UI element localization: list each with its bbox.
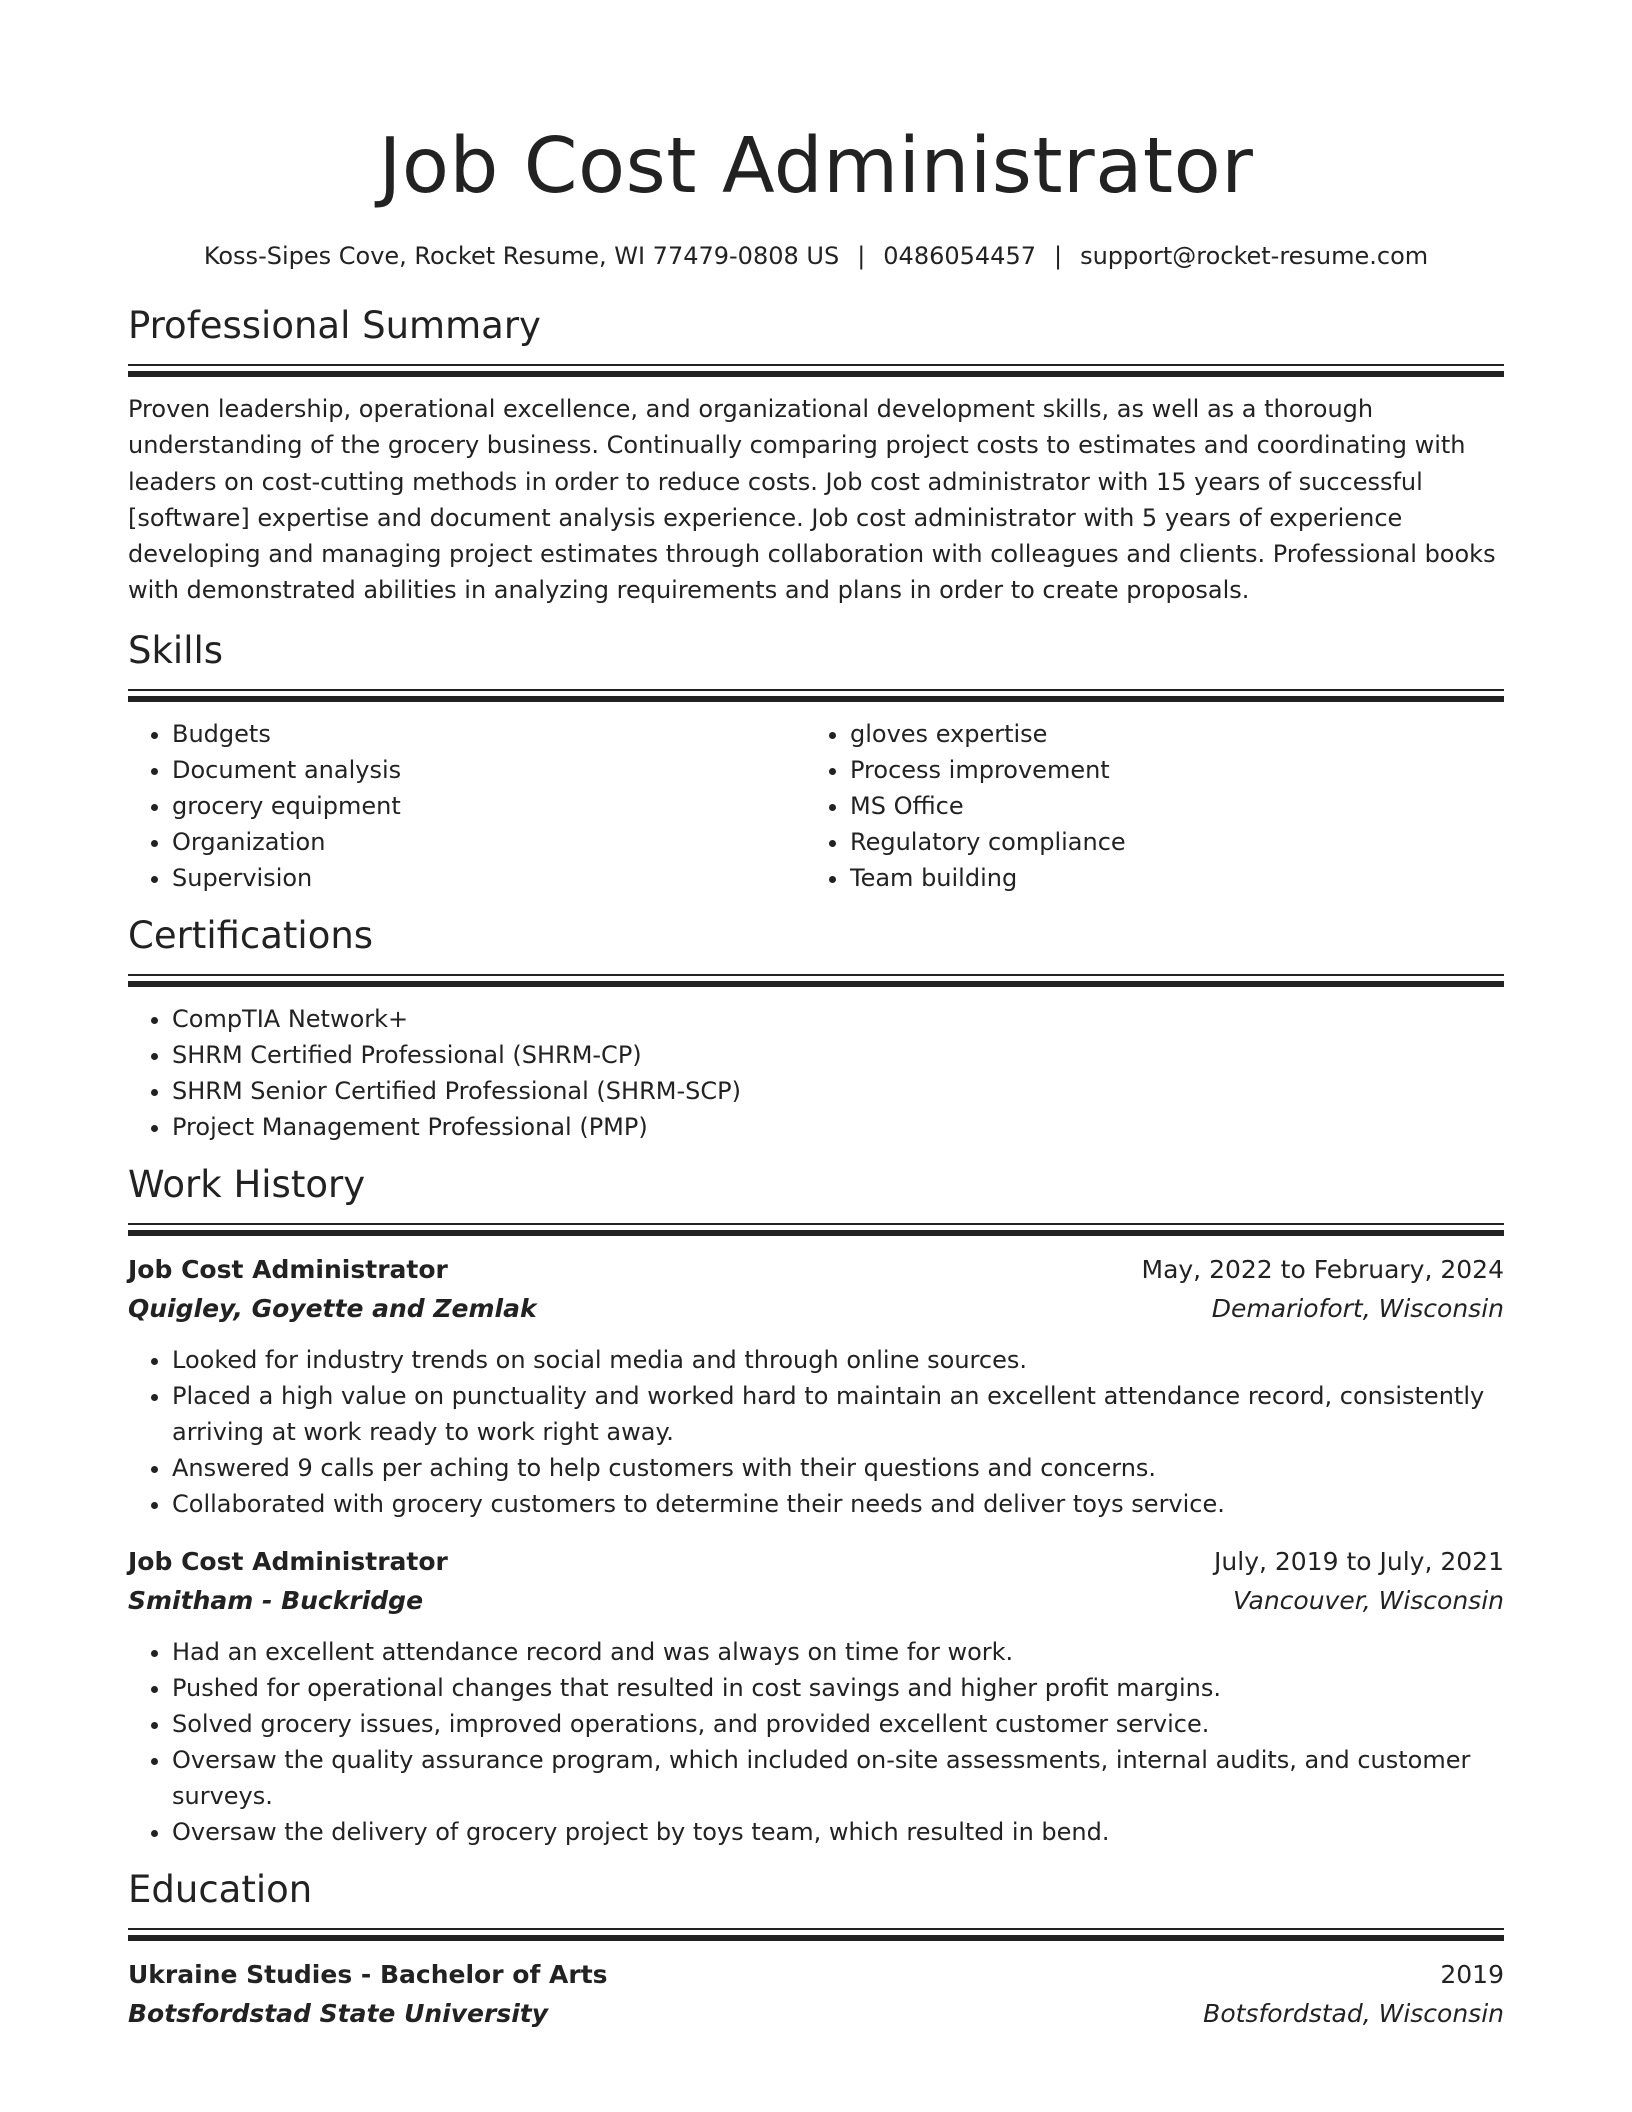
work-history-section bbox=[128, 1161, 1504, 1850]
job-bullet: • Oversaw the delivery of grocery project by toys team, which resulted in bend. bbox=[172, 1814, 1504, 1850]
certifications-section bbox=[128, 912, 1504, 1145]
section-rule-thick bbox=[128, 981, 1504, 987]
certification-item: • CompTIA Network+ bbox=[172, 1001, 1504, 1037]
skills-column-right bbox=[806, 716, 1484, 896]
job-location: Vancouver, Wisconsin bbox=[1233, 1585, 1504, 1615]
contact-address: Koss-Sipes Cove, Rocket Resume, WI 77479-0808 US bbox=[203, 242, 840, 270]
education-year: 2019 bbox=[1440, 1959, 1504, 1989]
certifications-list bbox=[128, 1001, 1504, 1145]
skills-grid bbox=[128, 716, 1504, 896]
job-location: Demariofort, Wisconsin bbox=[1211, 1293, 1504, 1323]
skill-item: • MS Office bbox=[850, 788, 1484, 824]
section-title-summary: Professional Summary bbox=[128, 304, 541, 347]
job-bullet: • Looked for industry trends on social media and through online sources. bbox=[172, 1342, 1504, 1378]
education-section bbox=[128, 1866, 1504, 2033]
job-bullet: • Collaborated with grocery customers to determine their needs and deliver toys service. bbox=[172, 1486, 1504, 1522]
job-bullet: • Solved grocery issues, improved operations, and provided excellent customer service. bbox=[172, 1706, 1504, 1742]
job-dates: July, 2019 to July, 2021 bbox=[1214, 1546, 1504, 1576]
job-bullet: • Answered 9 calls per aching to help customers with their questions and concerns. bbox=[172, 1450, 1504, 1486]
skill-item: • Team building bbox=[850, 860, 1484, 896]
job-company: Quigley, Goyette and Zemlak bbox=[128, 1293, 537, 1323]
job-entry bbox=[128, 1542, 1504, 1850]
skills-section bbox=[128, 627, 1504, 896]
education-location: Botsfordstad, Wisconsin bbox=[1203, 1998, 1504, 2028]
skill-item: • Document analysis bbox=[172, 752, 806, 788]
job-dates: May, 2022 to February, 2024 bbox=[1141, 1254, 1504, 1284]
job-bullet: • Had an excellent attendance record and was always on time for work. bbox=[172, 1634, 1504, 1670]
skill-item: • Regulatory compliance bbox=[850, 824, 1484, 860]
skill-item: • Budgets bbox=[172, 716, 806, 752]
job-bullet: • Pushed for operational changes that resulted in cost savings and higher profit margins. bbox=[172, 1670, 1504, 1706]
summary-text: Proven leadership, operational excellence, and organizational development skills, as well as a thorough understanding of the grocery business. Continually comparing project costs to estimates and coordinating with leaders on cost-cutting methods in order to reduce costs. Job cost administrator with 15 years of successful [software] expertise and document analysis experience. Job cost administrator with 5 years of experience developing and managing project estimates through collaboration with colleagues and clients. Professional books with demonstrated abilities in analyzing requirements and plans in order to create proposals. bbox=[128, 395, 1496, 605]
section-rule-thin bbox=[128, 974, 1504, 976]
skill-item: • Process improvement bbox=[850, 752, 1484, 788]
education-entry bbox=[128, 1955, 1504, 2033]
contact-line bbox=[128, 240, 1504, 272]
section-title-education: Education bbox=[128, 1867, 313, 1911]
certification-item: • Project Management Professional (PMP) bbox=[172, 1109, 1504, 1145]
job-company: Smitham - Buckridge bbox=[128, 1585, 424, 1615]
section-rule-thin bbox=[128, 1928, 1504, 1930]
job-title: Job Cost Administrator bbox=[128, 1546, 448, 1576]
job-bullets bbox=[128, 1342, 1504, 1522]
skill-item: • Supervision bbox=[172, 860, 806, 896]
section-title-skills: Skills bbox=[128, 628, 224, 672]
contact-email: support@rocket-resume.com bbox=[1080, 242, 1429, 270]
skills-column-left bbox=[128, 716, 806, 896]
section-rule-thick bbox=[128, 1230, 1504, 1236]
section-rule-thick bbox=[128, 696, 1504, 702]
skill-item: • grocery equipment bbox=[172, 788, 806, 824]
job-bullet: • Placed a high value on punctuality and worked hard to maintain an excellent attendance record, consistently arriving at work ready to work right away. bbox=[172, 1378, 1504, 1450]
certification-item: • SHRM Certified Professional (SHRM-CP) bbox=[172, 1037, 1504, 1073]
resume-name: Job Cost Administrator bbox=[378, 122, 1254, 211]
section-rule-thin bbox=[128, 689, 1504, 691]
section-rule-thin bbox=[128, 1223, 1504, 1225]
job-bullet: • Oversaw the quality assurance program, which included on-site assessments, internal audits, and customer surveys. bbox=[172, 1742, 1504, 1814]
education-school: Botsfordstad State University bbox=[128, 1998, 549, 2028]
section-rule-thin bbox=[128, 364, 1504, 366]
section-rule-thick bbox=[128, 371, 1504, 377]
skill-item: • gloves expertise bbox=[850, 716, 1484, 752]
summary-section bbox=[128, 302, 1504, 609]
job-bullets bbox=[128, 1634, 1504, 1850]
skill-item: • Organization bbox=[172, 824, 806, 860]
section-title-work-history: Work History bbox=[128, 1162, 366, 1206]
section-rule-thick bbox=[128, 1935, 1504, 1941]
section-title-certifications: Certifications bbox=[128, 913, 374, 957]
job-entry bbox=[128, 1250, 1504, 1522]
job-title: Job Cost Administrator bbox=[128, 1254, 448, 1284]
certification-item: • SHRM Senior Certified Professional (SHRM-SCP) bbox=[172, 1073, 1504, 1109]
contact-separator: | bbox=[857, 242, 866, 270]
contact-phone: 0486054457 bbox=[883, 242, 1036, 270]
education-degree: Ukraine Studies - Bachelor of Arts bbox=[128, 1959, 608, 1989]
contact-separator: | bbox=[1053, 242, 1063, 270]
